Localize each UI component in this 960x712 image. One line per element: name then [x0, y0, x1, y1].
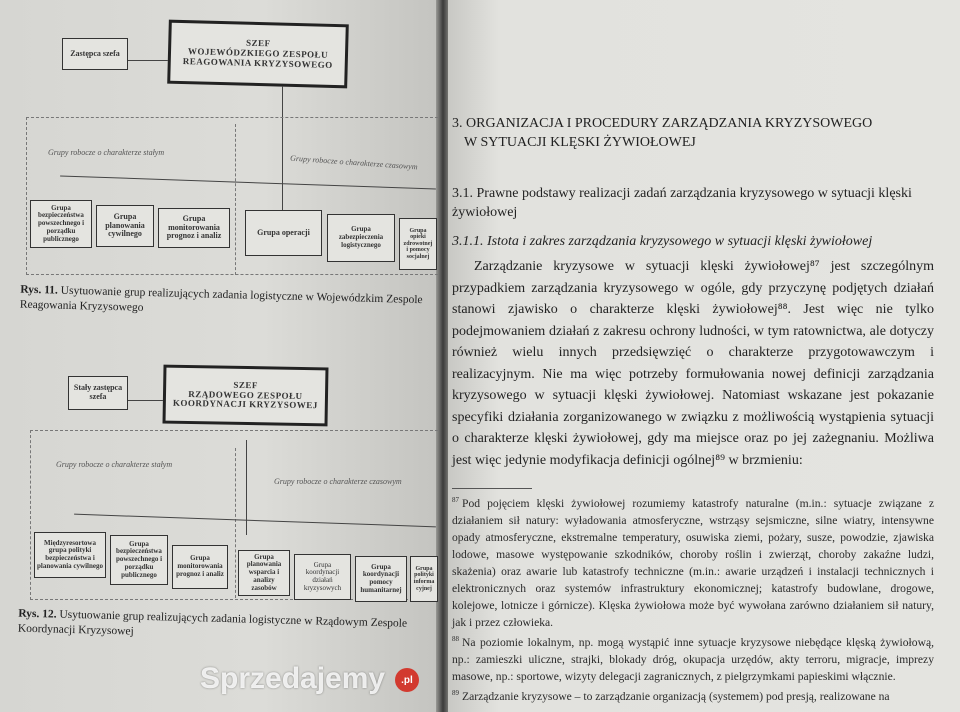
group-label: Grupa zabezpieczenia logistycznego: [338, 225, 384, 249]
group-box: [30, 200, 92, 248]
group-label: Grupa operacji: [257, 227, 310, 237]
group-box: [399, 218, 437, 270]
chief-line: RZĄDOWEGO ZESPOŁU: [188, 388, 303, 401]
footnote-text: Zarządzanie kryzysowe – to zarządzanie organizacją (systemem) pod presją, realizowane na: [462, 689, 890, 703]
temporary-groups-label: Grupy robocze o charakterze czasowym: [289, 153, 418, 172]
group-box: [172, 545, 228, 589]
connector: [128, 400, 163, 401]
group-label: Grupa monitorowania prognoz i analiz: [176, 554, 224, 578]
caption-text: Usytuowanie grup realizujących zadania logistyczne w Wojewódzkim Zespole Reagowania Kryzysowego: [19, 284, 423, 314]
group-label: Grupa opieki zdrowotnej i pomocy socjalnej: [403, 227, 433, 260]
caption-text: Usytuowanie grup realizujących zadania logistyczne w Rządowym Zespole Koordynacji Kryzysowej: [17, 608, 408, 638]
deputy-box: [62, 38, 128, 70]
group-label: Grupa koordynacji pomocy humanitarnej: [360, 562, 402, 594]
group-label: Międzyresortowa grupa polityki bezpieczeństwa i planowania cywilnego: [37, 538, 103, 570]
connector: [128, 60, 168, 61]
footnote-text: Na poziomie lokalnym, np. mogą wystąpić inne sytuacje kryzysowe niebędące klęską żywiołową, np.: zamieszki uliczne, strajki, blokady dróg, okupacja urzędów, akty terroru, migracje, imprezy masowe, np.: sportowe, wizyty delegacji zagranicznych, z pielgrzymkami papieskimi włącznie.: [452, 635, 934, 683]
left-page: [0, 0, 438, 712]
group-box: [355, 556, 407, 602]
chief-line: WOJEWÓDZKIEGO ZESPOŁU: [187, 46, 329, 60]
region-divider: [235, 448, 236, 598]
group-box: [96, 205, 154, 247]
group-box: [245, 210, 322, 256]
group-box: [327, 214, 395, 262]
paragraph: Zarządzanie kryzysowe w sytuacji klęski żywiołowej⁸⁷ jest szczególnym przypadkiem zarządzania kryzysowego w ogóle, gdy przyczynę podjętych działań stanowi zjawisko o charakterze klęski żywiołowej⁸⁸. Jest więc nie tylko podejmowaniem działań z zakresu ochrony ludności, w tym ratownictwa, ale dotyczy również wielu innych przedsięwzięć o charakterze przygotowawczym i realizacyjnym. Nie ma więc potrzeby formułowania nowej definicji zarządzania kryzysowego w sytuacji klęski żywiołowej. Natomiast wskazane jest pokazanie specyfiki działania zorganizowanego w związku z możliwością wystąpienia sytuacji o charakterze klęski żywiołowej, gdy ma miejsce oraz po jej zażegnaniu. Możliwa jest więc jedynie modyfikacja definicji ogólnej⁸⁹ w brzmieniu:: [452, 259, 934, 468]
group-label: Grupa bezpieczeństwa powszechnego i porządku publicznego: [115, 539, 163, 579]
group-box: [238, 550, 290, 596]
caption-label: Rys. 12.: [18, 607, 57, 621]
chapter-title-line: W SYTUACJI KLĘSKI ŻYWIOŁOWEJ: [464, 135, 696, 150]
temporary-groups-label: Grupy robocze o charakterze czasowym: [274, 477, 402, 486]
footnotes: [452, 492, 934, 705]
group-box: [410, 556, 438, 602]
watermark: Sprzedajemy: [200, 662, 386, 695]
footnote-number: 88: [452, 634, 459, 643]
footnote: [452, 685, 934, 705]
body-text: [452, 256, 934, 471]
footnote-number: 89: [452, 688, 459, 697]
chief-line: REAGOWANIA KRYZYSOWEGO: [182, 55, 333, 70]
group-label: Grupa planowania wsparcia i analizy zasobów: [246, 552, 282, 592]
chief-line: SZEF: [245, 37, 271, 49]
group-label: Grupa planowania cywilnego: [105, 211, 145, 239]
group-box: [294, 554, 351, 600]
section-heading: 3.1. Prawne podstawy realizacji zadań zarządzania kryzysowego w sytuacji klęski żywiołowej: [452, 186, 912, 220]
group-label: Grupa bezpieczeństwa powszechnego i porządku publicznego: [37, 203, 85, 243]
footnote-text: Pod pojęciem klęski żywiołowej rozumiemy katastrofy naturalne (m.in.: sytuacje związane z działaniem sił natury: wyładowania atmosferyczne, wstrząsy sejsmiczne, silne wiatry, intensywne opady atmosferyczne, ekstremalne temperatury, osuwiska ziemi, pożary, susze, powodzie, zjawiska lodowe, masowe występowanie szkodników, choroby roślin i zwierząt, choroby zakaźne ludzi, skażenia) oraz awarie lub katastrofy techniczne (m.in.: awarie urządzeń i instalacji technicznych i elektronicznych oraz systemów infrastruktury ekonomicznej; katastrofy budowlane, drogowe, kolejowe, lotnicze i górnicze). Klęska żywiołowa może być wywołana zarówno działaniem sił natury, jak i przez człowieka.: [452, 496, 934, 629]
region-divider: [235, 124, 236, 275]
footnote: [452, 492, 934, 631]
subsection-heading: 3.1.1. Istota i zakres zarządzania kryzysowego w sytuacji klęski żywiołowej: [452, 234, 873, 249]
footnote: [452, 631, 934, 685]
group-label: Grupa monitorowania prognoz i analiz: [166, 213, 222, 241]
permanent-groups-label: Grupy robocze o charakterze stałym: [48, 148, 165, 157]
group-label: Grupa polityki informacyjnej: [413, 565, 435, 592]
chief-line: SZEF: [233, 379, 259, 390]
footnote-number: 87: [452, 496, 459, 504]
chief-box: [162, 365, 328, 427]
chief-box: [167, 20, 349, 89]
group-box: [110, 535, 168, 585]
group-label: Grupa koordynacji działań kryzysowych: [303, 560, 342, 592]
deputy-label: Zastępca szefa: [70, 48, 120, 58]
chapter-title: [452, 114, 872, 152]
deputy-box: [68, 376, 128, 410]
group-box: [158, 208, 230, 248]
chief-line: KOORDYNACJI KRYZYSOWEJ: [172, 398, 318, 411]
chapter-title-line: 3. ORGANIZACJA I PROCEDURY ZARZĄDZANIA KRYZYSOWEGO: [452, 116, 873, 131]
group-box: [34, 532, 106, 578]
deputy-label: Stały zastępca szefa: [73, 383, 123, 401]
permanent-groups-label: Grupy robocze o charakterze stałym: [56, 460, 173, 469]
caption-label: Rys. 11.: [20, 283, 59, 297]
footnote-rule: [452, 488, 532, 489]
watermark-badge: .pl: [395, 668, 419, 692]
